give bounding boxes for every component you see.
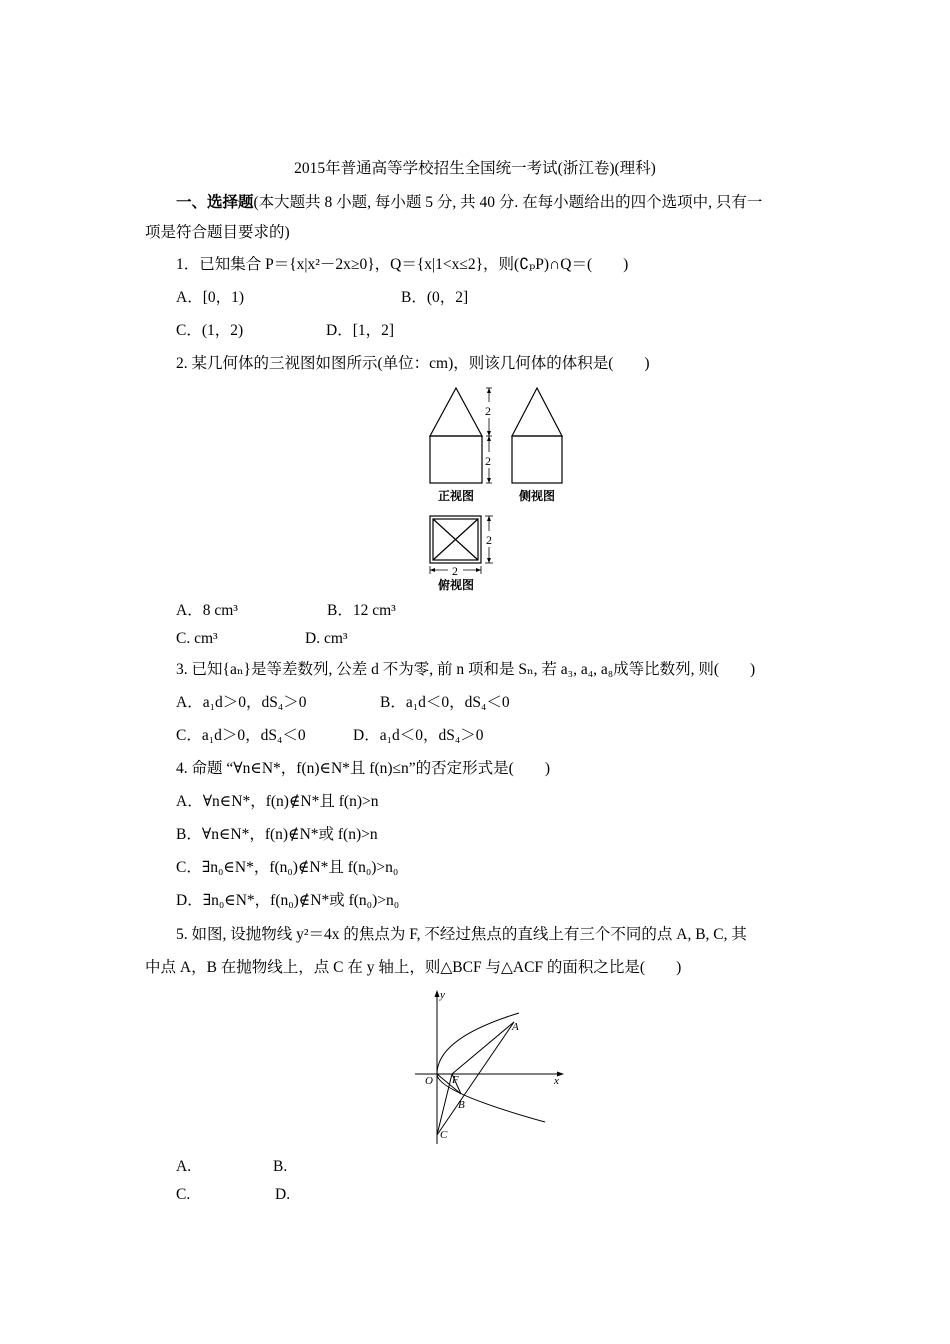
q3-stem: 3. 已知{aₙ}是等差数列, 公差 d 不为零, 前 n 项和是 Sₙ, 若 a₃, a₄, a₈成等比数列, 则( ) xyxy=(176,661,756,678)
q3-option-d: D．a₁d＜0，dS₄＞0 xyxy=(353,727,484,744)
q5-option-c: C. xyxy=(176,1186,191,1203)
q2-stem: 2. 某几何体的三视图如图所示(单位：cm)，则该几何体的体积是( ) xyxy=(176,355,650,372)
dim-label-2: 2 xyxy=(452,564,458,578)
q1-option-c: C．(1，2) xyxy=(176,322,244,339)
q4-option-c: C．∃n₀∈N*，f(n₀)∉N*且 f(n₀)>n₀ xyxy=(176,859,399,876)
q2-option-b: B．12 cm³ xyxy=(327,602,396,619)
q1-option-a: A．[0，1) xyxy=(176,289,245,306)
q4-stem: 4. 命题 “∀n∈N*，f(n)∈N*且 f(n)≤n”的否定形式是( ) xyxy=(176,760,550,777)
q1-stem: 1．已知集合 P＝{x|x²－2x≥0}，Q＝{x|1<x≤2}，则(∁ₚP)∩Q＝( ) xyxy=(176,256,629,273)
side-view-roof xyxy=(512,388,562,436)
q1-option-d: D．[1，2] xyxy=(326,322,395,339)
q5-option-b: B. xyxy=(273,1158,288,1175)
exam-title: 2015年普通高等学校招生全国统一考试(浙江卷)(理科) xyxy=(294,160,656,177)
segment-CA xyxy=(437,1022,514,1135)
axis-label-x: x xyxy=(554,1075,559,1087)
section-description-cont: 项是符合题目要求的) xyxy=(145,224,290,241)
parabola-figure xyxy=(410,988,570,1148)
q5-option-d: D. xyxy=(275,1186,291,1203)
q4-option-b: B．∀n∈N*，f(n)∉N*或 f(n)>n xyxy=(176,826,378,843)
section-heading: 一、选择题 xyxy=(176,194,254,211)
side-view-label: 侧视图 xyxy=(518,489,556,503)
top-view-label: 俯视图 xyxy=(437,578,475,592)
q3-option-a: A．a₁d＞0，dS₄＞0 xyxy=(176,694,307,711)
q2-option-d: D. cm³ xyxy=(305,630,348,647)
point-label-f: F xyxy=(452,1074,459,1086)
point-label-c: C xyxy=(440,1129,448,1141)
point-label-o: O xyxy=(425,1075,433,1087)
segment-FA xyxy=(452,1022,514,1074)
q4-option-d: D．∃n₀∈N*，f(n₀)∉N*或 f(n₀)>n₀ xyxy=(176,892,400,909)
dim-label-2: 2 xyxy=(485,404,491,418)
q5-stem-cont: 中点 A，B 在抛物线上，点 C 在 y 轴上，则△BCF 与△ACF 的面积之比是( ) xyxy=(145,959,682,976)
point-label-a: A xyxy=(512,1021,519,1033)
three-view-figure xyxy=(420,384,570,594)
dim-label-2: 2 xyxy=(485,454,491,468)
segment-FC xyxy=(437,1074,452,1135)
dim-label-2: 2 xyxy=(486,533,492,547)
q5-stem: 5. 如图, 设抛物线 y²＝4x 的焦点为 F, 不经过焦点的直线上有三个不同的点 A, B, C, 其 xyxy=(176,926,747,943)
q2-option-a: A．8 cm³ xyxy=(176,602,238,619)
axis-label-y: y xyxy=(440,989,445,1001)
section-header xyxy=(176,193,762,213)
front-view-label: 正视图 xyxy=(437,489,475,503)
q1-option-b: B．(0，2] xyxy=(401,289,469,306)
section-description: (本大题共 8 小题, 每小题 5 分, 共 40 分. 在每小题给出的四个选项中, 只有一 xyxy=(253,194,763,211)
q5-option-a: A. xyxy=(176,1158,192,1175)
front-view-body xyxy=(430,436,482,483)
q2-option-c: C. cm³ xyxy=(176,630,218,647)
point-label-b: B xyxy=(458,1099,465,1111)
side-view-body xyxy=(512,436,562,483)
parabola-curve xyxy=(437,1013,545,1122)
q3-option-b: B．a₁d＜0，dS₄＜0 xyxy=(380,694,510,711)
q4-option-a: A．∀n∈N*，f(n)∉N*且 f(n)>n xyxy=(176,793,379,810)
front-view-roof xyxy=(430,388,482,436)
q3-option-c: C．a₁d＞0，dS₄＜0 xyxy=(176,727,306,744)
